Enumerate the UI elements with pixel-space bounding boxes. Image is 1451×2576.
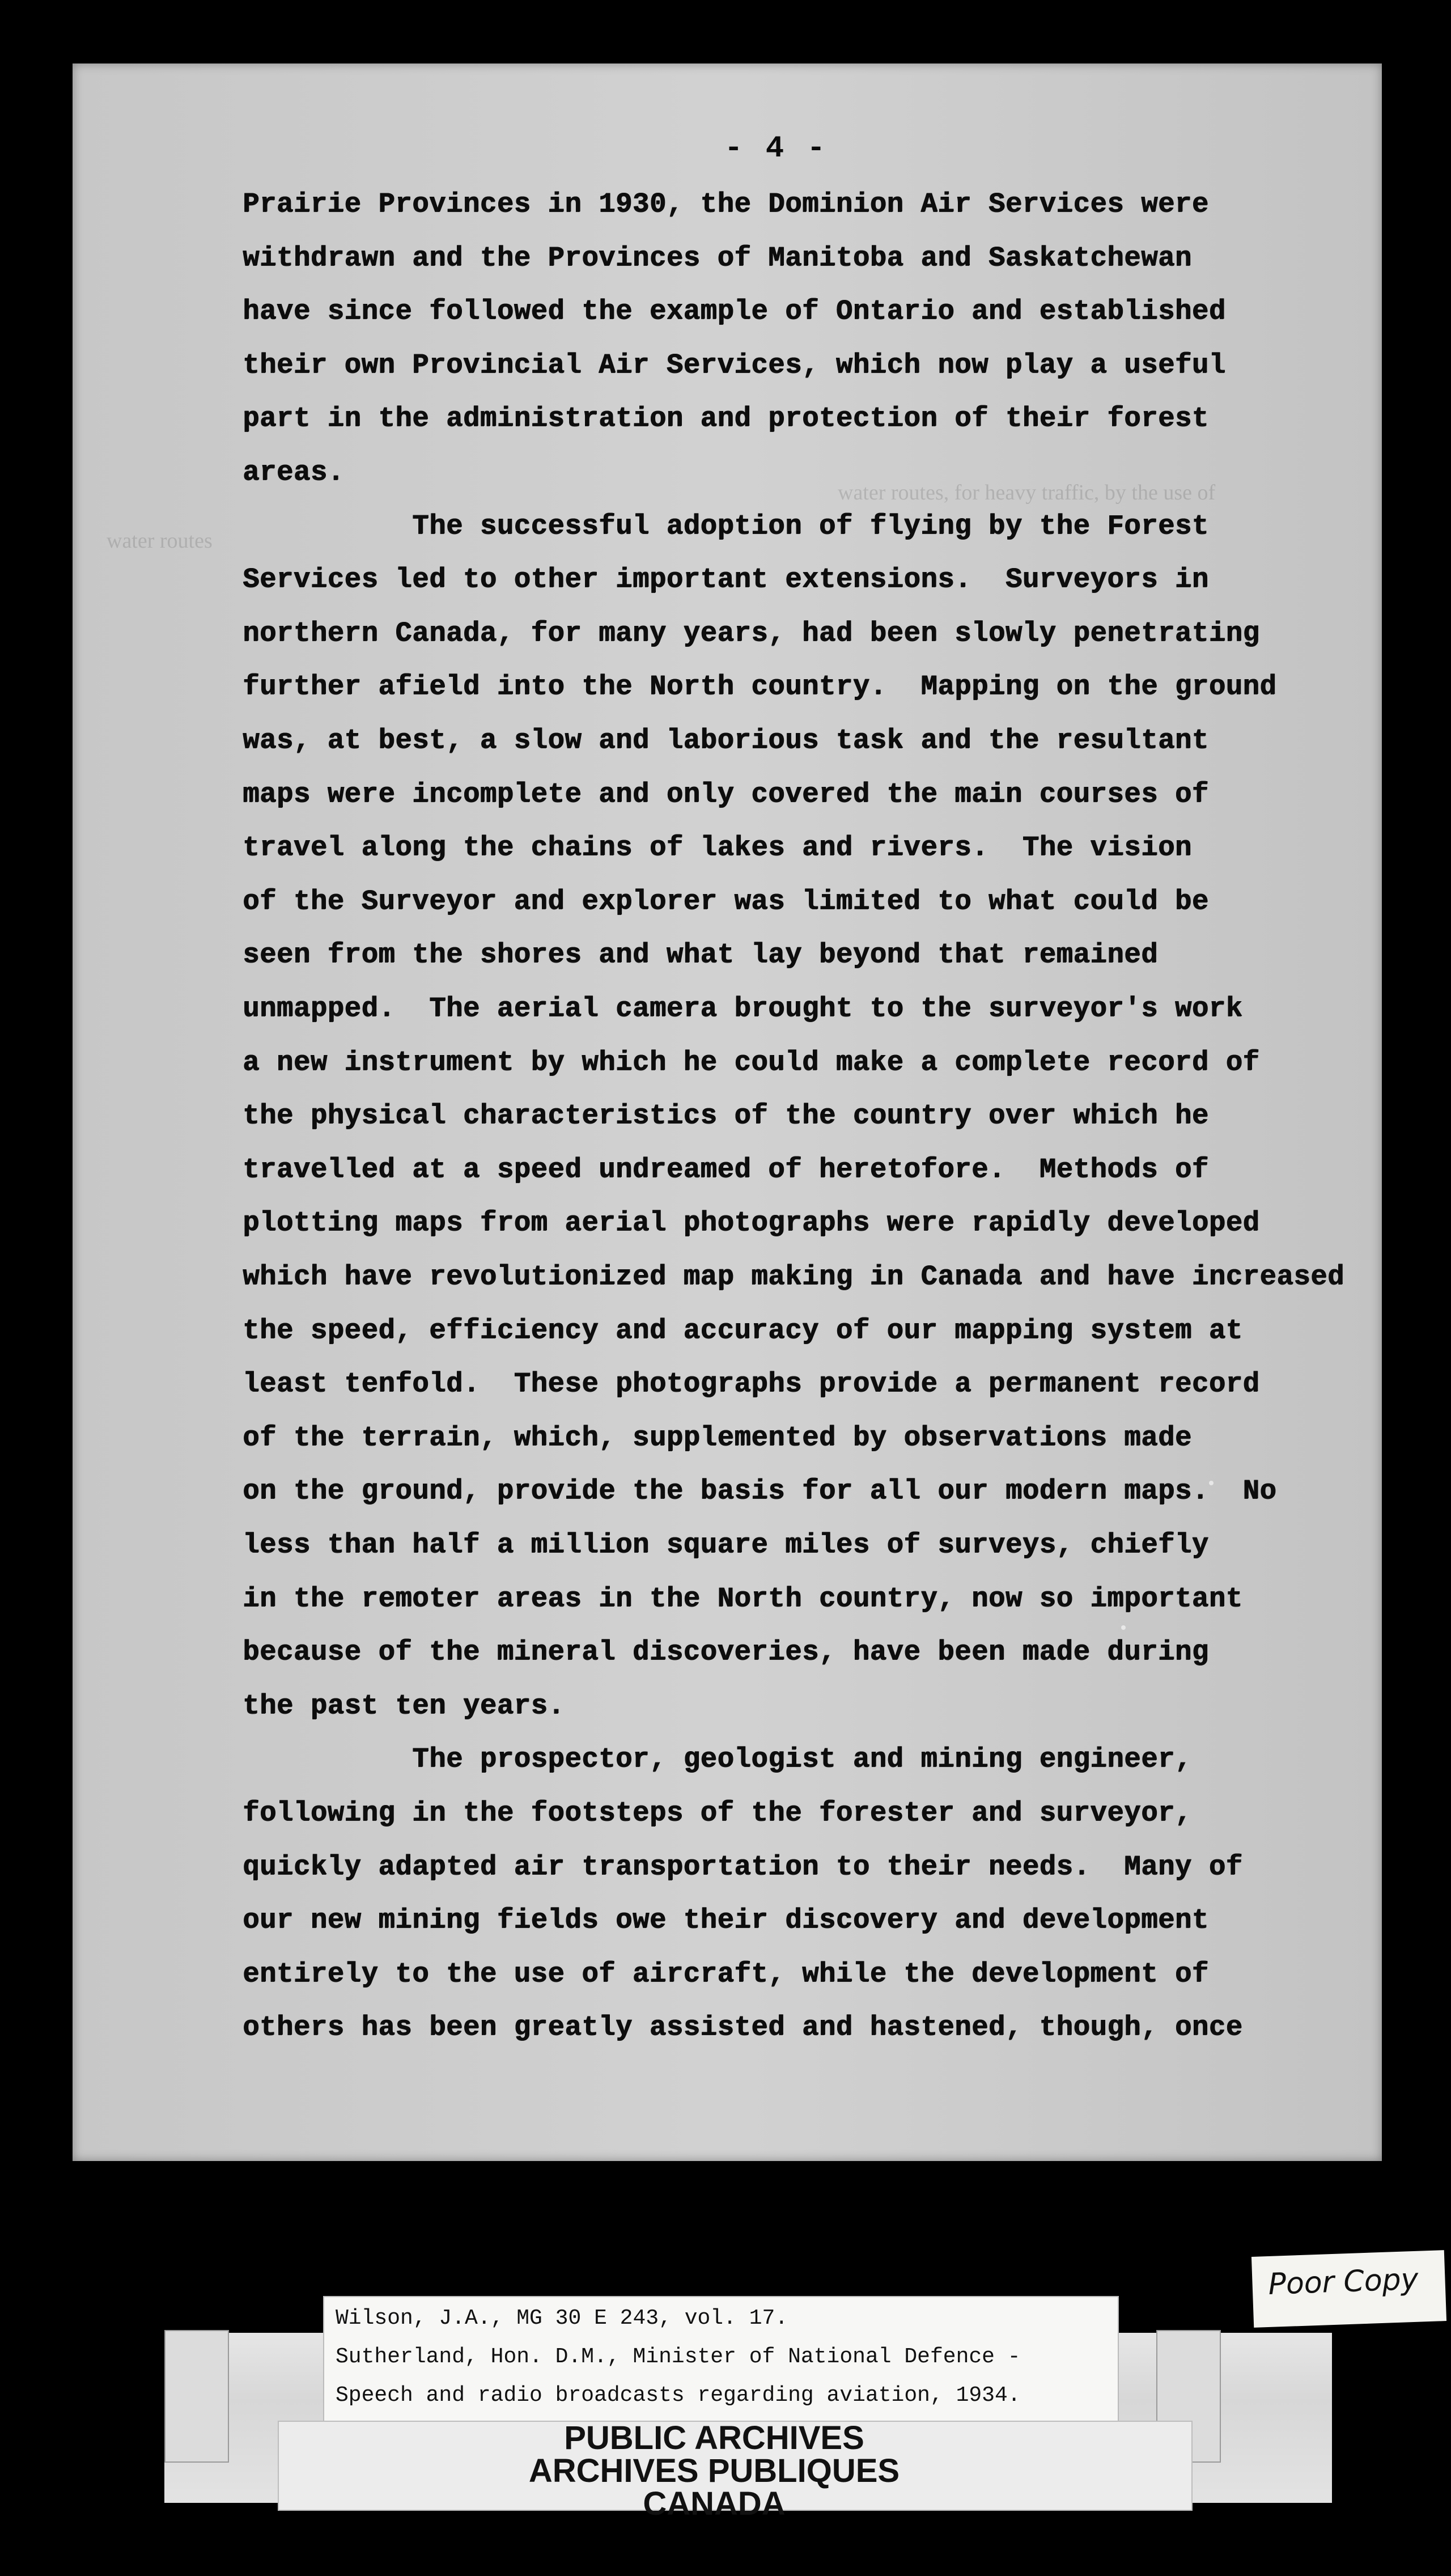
text-line: travelled at a speed undreamed of heretofore. Methods of [243,1153,1209,1185]
text-line: further afield into the North country. Mapping on the ground [243,671,1277,703]
text-line: plotting maps from aerial photographs were rapidly developed [243,1207,1260,1239]
text-line: on the ground, provide the basis for all our modern maps. No [243,1475,1277,1507]
text-line: our new mining fields owe their discovery and development [243,1904,1209,1937]
text-line: their own Provincial Air Services, which now play a useful [243,349,1226,381]
archive-stamp-line: PUBLIC ARCHIVES [564,2420,864,2456]
catalog-label-line: Speech and radio broadcasts regarding aviation, 1934. [336,2383,1021,2408]
text-line: less than half a million square miles of surveys, chiefly [243,1529,1209,1561]
text-line: The successful adoption of flying by the Forest [243,510,1209,542]
text-line: northern Canada, for many years, had been slowly penetrating [243,617,1260,649]
text-line: have since followed the example of Ontario and established [243,295,1226,328]
text-line: least tenfold. These photographs provide a permanent record [243,1368,1260,1400]
text-line: withdrawn and the Provinces of Manitoba and Saskatchewan [243,242,1192,274]
text-line: entirely to the use of aircraft, while the development of [243,1958,1209,1990]
text-line: part in the administration and protection of their forest [243,402,1209,435]
document-page [73,63,1382,2161]
text-line: areas. [243,456,345,488]
text-line: the physical characteristics of the country over which he [243,1100,1209,1132]
text-line: of the Surveyor and explorer was limited to what could be [243,885,1209,917]
bleed-through-text: water routes [107,529,213,553]
text-line: which have revolutionized map making in Canada and have increased [243,1261,1344,1293]
text-line: unmapped. The aerial camera brought to the surveyor's work [243,993,1243,1024]
mount-clip [164,2330,229,2463]
text-line: Services led to other important extensions. Surveyors in [243,564,1209,596]
archive-stamp-line: CANADA [643,2485,786,2522]
paper-speck [1121,1625,1126,1630]
archive-stamp [473,2422,955,2520]
text-line: in the remoter areas in the North country, now so important [243,1582,1243,1615]
text-line: others has been greatly assisted and hastened, though, once [243,2011,1243,2044]
text-line: quickly adapted air transportation to their needs. Many of [243,1850,1243,1883]
text-line: maps were incomplete and only covered the main courses of [243,778,1209,810]
text-line: because of the mineral discoveries, have been made during [243,1636,1209,1668]
text-line: following in the footsteps of the forester and surveyor, [243,1797,1192,1829]
catalog-label-line: Sutherland, Hon. D.M., Minister of National Defence - [336,2345,1021,2369]
text-line: was, at best, a slow and laborious task and the resultant [243,724,1209,756]
poor-copy-text: Poor Copy [1267,2262,1419,2302]
text-line: the speed, efficiency and accuracy of our mapping system at [243,1314,1243,1346]
catalog-label-line: Wilson, J.A., MG 30 E 243, vol. 17. [336,2306,788,2331]
text-line: of the terrain, which, supplemented by observations made [243,1421,1192,1454]
archive-stamp-line: ARCHIVES PUBLIQUES [528,2452,900,2489]
page-number: - 4 - [724,132,828,166]
poor-copy-annotation [1251,2250,1446,2328]
text-line: Prairie Provinces in 1930, the Dominion Air Services were [243,188,1209,220]
text-line: The prospector, geologist and mining engineer, [243,1743,1192,1776]
text-line: the past ten years. [243,1689,565,1722]
text-line: travel along the chains of lakes and rivers. The vision [243,832,1192,864]
catalog-label-card [323,2296,1119,2424]
text-line: a new instrument by which he could make a complete record of [243,1046,1260,1078]
text-line: seen from the shores and what lay beyond that remained [243,939,1158,971]
bleed-through-text: water routes, for heavy traffic, by the use of [838,481,1216,505]
